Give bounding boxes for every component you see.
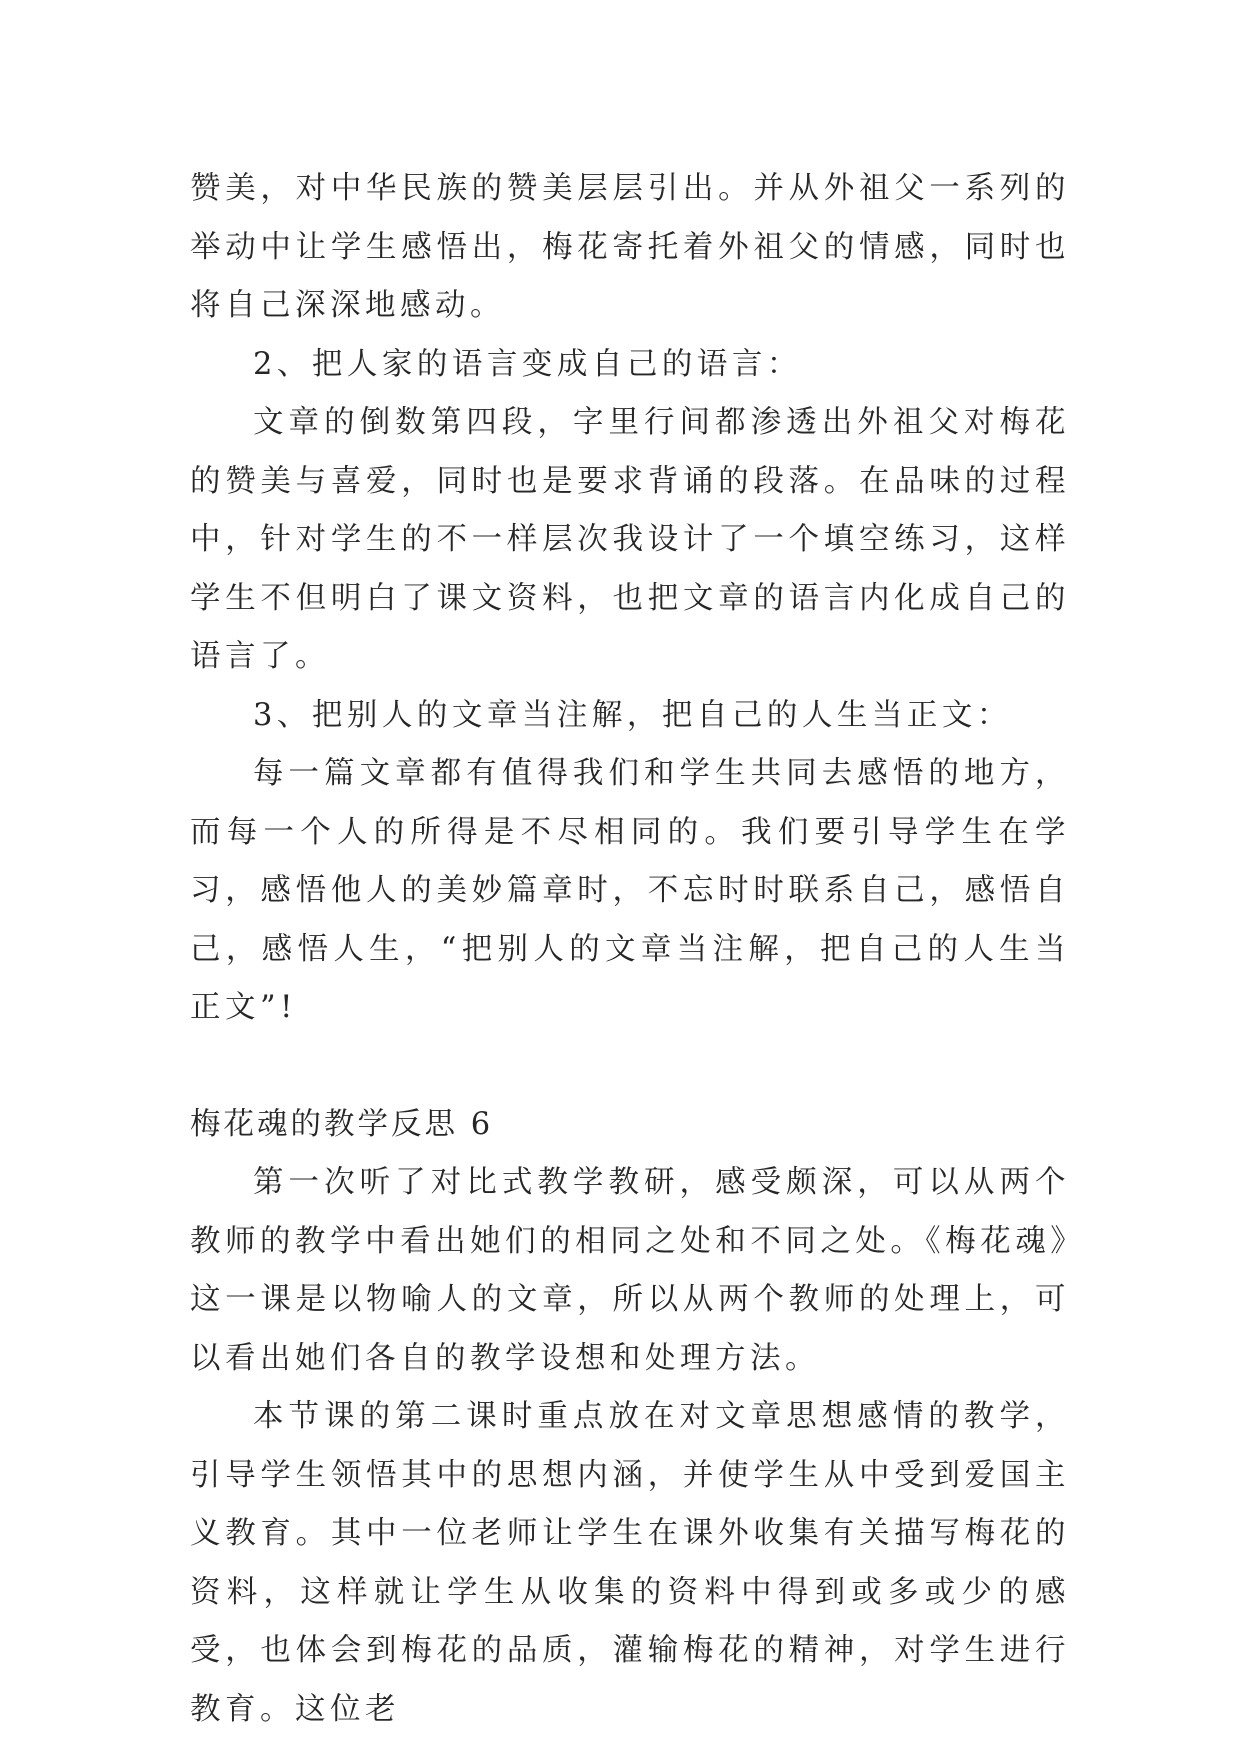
paragraph: 赞美，对中华民族的赞美层层引出。并从外祖父一系列的举动中让学生感悟出，梅花寄托着外祖父的情感，同时也将自己深深地感动。 [190, 171, 1070, 323]
document-body [190, 160, 1070, 1739]
paragraph: 本节课的第二课时重点放在对文章思想感情的教学，引导学生领悟其中的思想内涵，并使学生从中受到爱国主义教育。其中一位老师让学生在课外收集有关描写梅花的资料，这样就让学生从收集的资料中得到或多或少的感受，也体会到梅花的品质，灌输梅花的精神，对学生进行教育。这位老 [190, 1399, 1070, 1727]
paragraph: 每一篇文章都有值得我们和学生共同去感悟的地方，而每一个人的所得是不尽相同的。我们要引导学生在学习，感悟他人的美妙篇章时，不忘时时联系自己，感悟自己，感悟人生，“把别人的文章当注解，把自己的人生当正文”! [190, 756, 1070, 1025]
list-item-heading: 2、把人家的语言变成自己的语言： [253, 346, 802, 382]
list-item-heading: 3、把别人的文章当注解，把自己的人生当正文： [253, 697, 1012, 733]
section-title: 梅花魂的教学反思 6 [190, 1106, 494, 1142]
paragraph: 文章的倒数第四段，字里行间都渗透出外祖父对梅花的赞美与喜爱，同时也是要求背诵的段落。在品味的过程中，针对学生的不一样层次我设计了一个填空练习，这样学生不但明白了课文资料，也把文章的语言内化成自己的语言了。 [190, 405, 1070, 674]
paragraph: 第一次听了对比式教学教研，感受颇深，可以从两个教师的教学中看出她们的相同之处和不同之处。《梅花魂》这一课是以物喻人的文章，所以从两个教师的处理上，可以看出她们各自的教学设想和处理方法。 [190, 1165, 1070, 1376]
